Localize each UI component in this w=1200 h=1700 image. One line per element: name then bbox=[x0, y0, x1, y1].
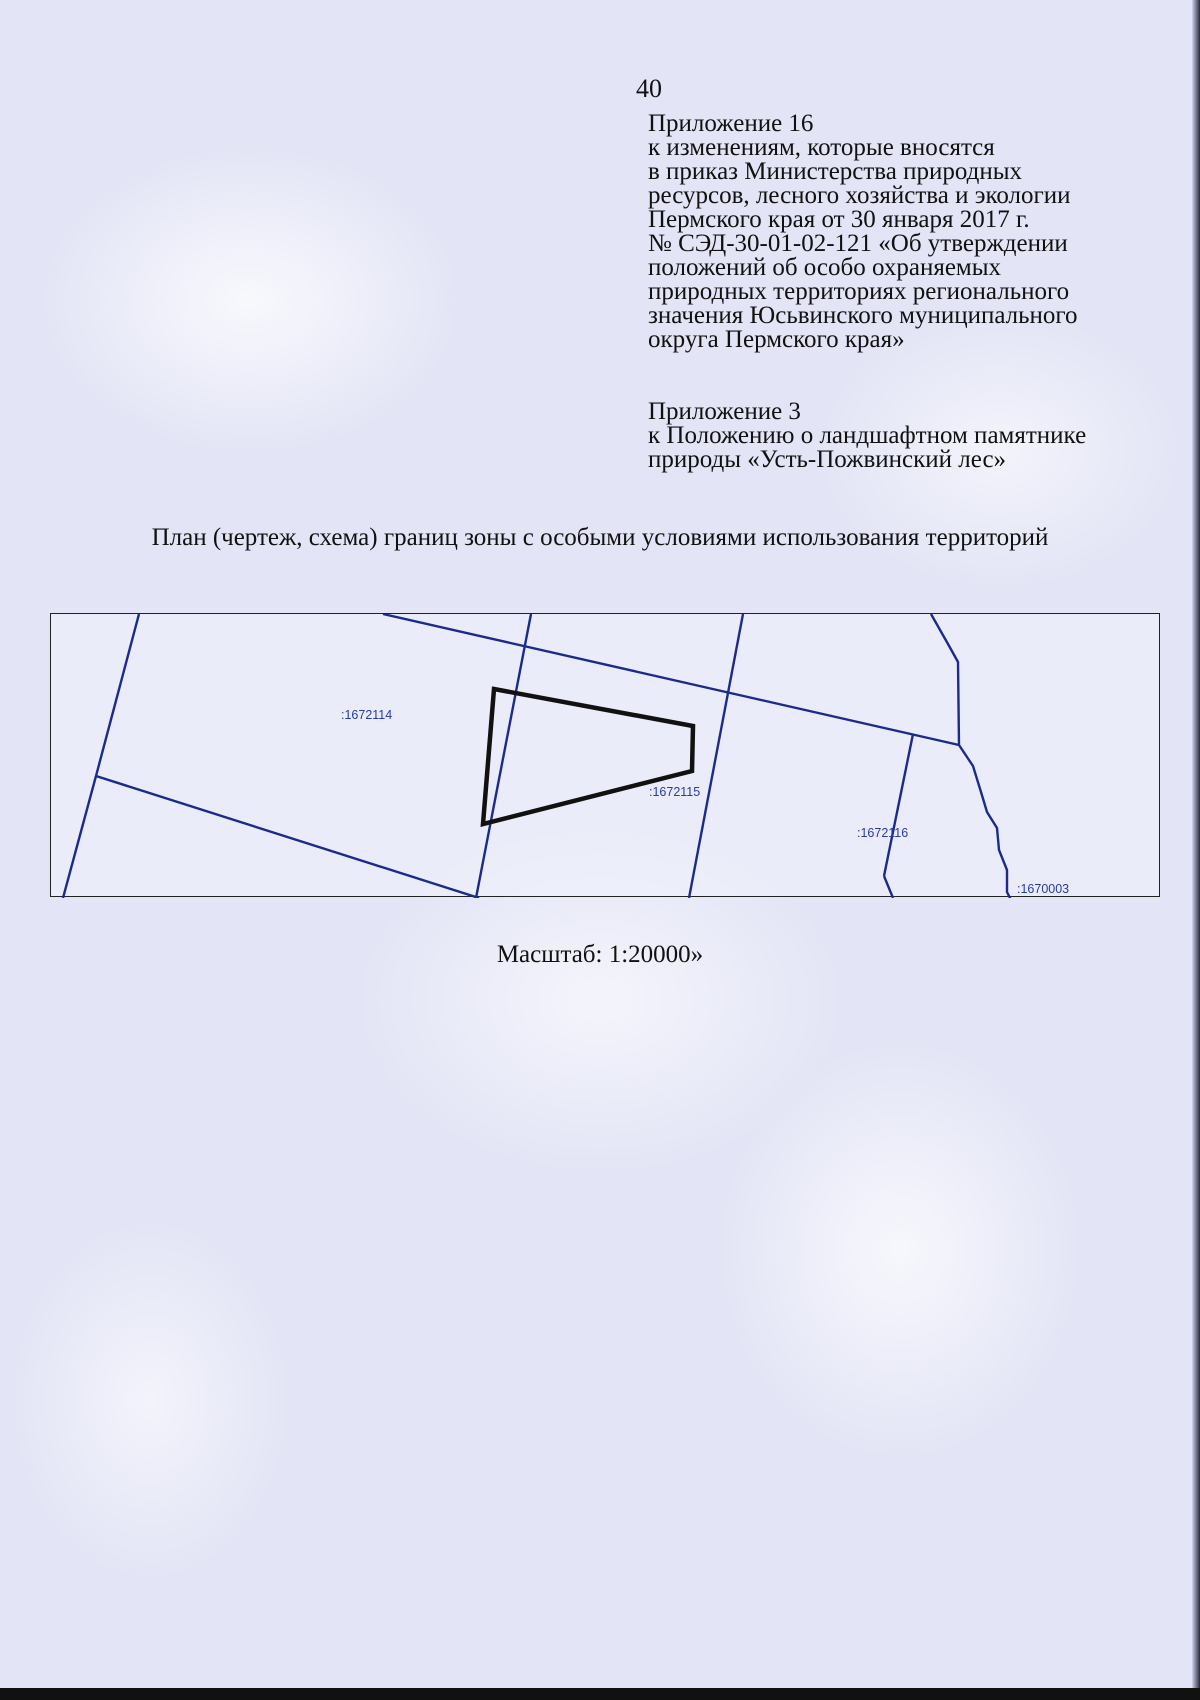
page-number: 40 bbox=[636, 74, 662, 103]
parcel-boundary bbox=[63, 776, 96, 898]
cadastral-map-drawing bbox=[51, 614, 1161, 898]
river-boundary bbox=[931, 614, 1013, 898]
parcel-label-1672116: :1672116 bbox=[857, 826, 909, 840]
plan-title: План (чертеж, схема) границ зоны с особыми условиями использования территорий bbox=[151, 524, 1049, 551]
special-zone-boundary bbox=[483, 689, 693, 824]
parcel-boundary bbox=[476, 614, 531, 898]
parcel-boundary bbox=[689, 614, 743, 898]
appendix-16-header: Приложение 16 к изменениям, которые вносятся в приказ Министерства природных ресурсов, лесного хозяйства и экологии Пермского края от 30 января 2017 г. № СЭД-30-01-02-121 «Об утверждении положений об особо охраняемых природных территориях регионального значения Юсьвинского муниципального округа Пермского края» bbox=[648, 110, 1078, 353]
parcel-label-1672115: :1672115 bbox=[649, 785, 701, 799]
cadastral-map bbox=[50, 613, 1160, 897]
parcel-boundary bbox=[884, 734, 913, 876]
parcel-label-1672114: :1672114 bbox=[341, 708, 393, 722]
appendix-3-header: Приложение 3 к Положению о ландшафтном памятнике природы «Усть-Пожвинский лес» bbox=[648, 398, 1087, 473]
parcel-boundary bbox=[96, 614, 139, 776]
parcel-boundary bbox=[884, 876, 893, 898]
parcel-boundary bbox=[383, 614, 959, 745]
map-scale: Масштаб: 1:20000» bbox=[496, 941, 704, 968]
parcel-boundary bbox=[96, 776, 479, 898]
scan-edge-bottom bbox=[0, 1688, 1200, 1700]
parcel-label-1670003: :1670003 bbox=[1017, 882, 1070, 896]
scan-edge-right bbox=[1192, 0, 1200, 1700]
